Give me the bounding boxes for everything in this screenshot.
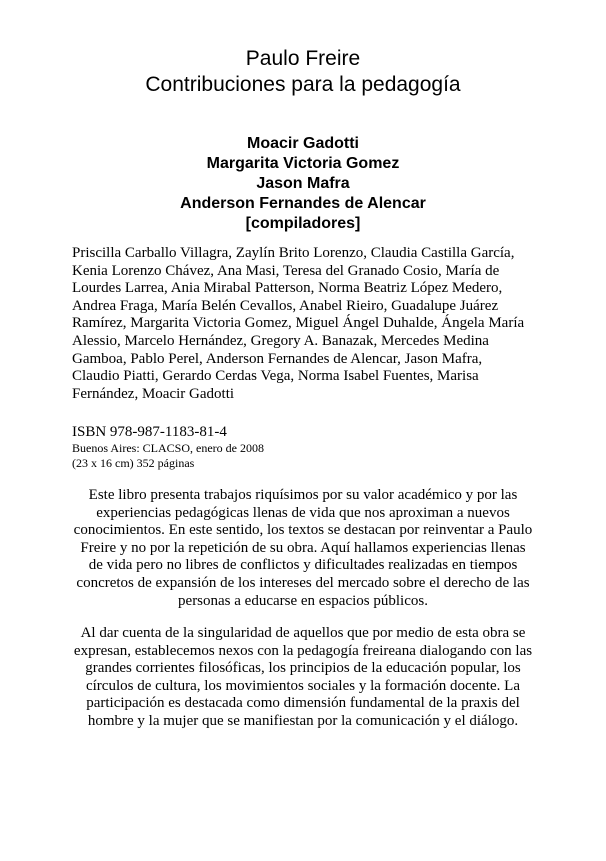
summary-line: Freire y no por la repetición de su obra. Aquí hallamos experiencias llenas	[80, 539, 526, 556]
title-block	[0, 46, 606, 98]
editor-name: Anderson Fernandes de Alencar	[180, 195, 426, 212]
contributors-line: Lourdes Larrea, Ania Mirabal Patterson, Norma Beatriz López Medero,	[72, 280, 503, 297]
summary-line: experiencias pedagógicas llenas de vida que nos aproximan a nuevos	[96, 504, 510, 521]
summary-line: de vida pero no libres de conflictos y dificultades realizadas en tiempos	[88, 557, 518, 574]
summary-line: grandes corrientes filosóficas, los principios de la educación popular, los	[85, 660, 521, 677]
contributors-line: Priscilla Carballo Villagra, Zaylín Brito Lorenzo, Claudia Castilla García,	[72, 245, 515, 261]
summary-paragraph-2	[60, 625, 546, 731]
summary-line: Este libro presenta trabajos riquísimos por su valor académico y por las	[88, 487, 518, 503]
summary-line: Al dar cuenta de la singularidad de aquellos que por medio de esta obra se	[80, 625, 526, 641]
editors-block	[0, 134, 606, 234]
contributors-line: Fernández, Moacir Gadotti	[72, 385, 235, 402]
summary-line: círculos de cultura, los movimientos sociales y la formación docente. La	[85, 677, 521, 694]
summary-line: participación es destacada como dimensión fundamental de la praxis del	[86, 695, 520, 712]
summary-line: expresan, establecemos nexos con la pedagogía freireana dialogando con las	[73, 642, 533, 659]
book-author-title: Paulo Freire	[245, 47, 361, 70]
contributors-line: Gamboa, Pablo Perel, Anderson Fernandes de Alencar, Jason Mafra,	[72, 350, 483, 367]
summary-line: concretos de expansión de los intereses del mercado sobre el derecho de las	[76, 574, 530, 591]
contributors-line: Claudio Piatti, Gerardo Cerdas Vega, Norma Isabel Fuentes, Marisa	[72, 368, 479, 385]
publication-info	[72, 423, 472, 471]
dimensions-pages: (23 x 16 cm) 352 páginas	[72, 456, 195, 470]
summary-paragraph-1	[60, 487, 546, 610]
isbn: ISBN 978-987-1183-81-4	[72, 424, 227, 440]
editors-role-label: [compiladores]	[245, 215, 361, 232]
book-subtitle: Contribuciones para la pedagogía	[145, 73, 461, 96]
contributors-list	[72, 245, 542, 403]
contributors-line: Kenia Lorenzo Chávez, Ana Masi, Teresa del Granado Cosio, María de	[72, 262, 500, 279]
editor-name: Jason Mafra	[256, 175, 350, 192]
contributors-line: Alessio, Marcelo Hernández, Gregory A. Banazak, Mercedes Medina	[72, 332, 489, 349]
editor-name: Moacir Gadotti	[246, 135, 359, 152]
summary-line: personas a educarse en espacios públicos.	[178, 592, 428, 609]
editor-name: Margarita Victoria Gomez	[206, 155, 400, 172]
publisher-date: Buenos Aires: CLACSO, enero de 2008	[72, 441, 264, 455]
summary-line: conocimientos. En este sentido, los textos se destacan por reinventar a Paulo	[73, 522, 533, 539]
contributors-line: Ramírez, Margarita Victoria Gomez, Miguel Ángel Duhalde, Ángela María	[72, 315, 525, 332]
summary-line: hombre y la mujer que se manifiestan por la comunicación y el diálogo.	[87, 712, 519, 729]
contributors-line: Andrea Fraga, María Belén Cevallos, Anabel Rieiro, Guadalupe Juárez	[72, 297, 499, 314]
